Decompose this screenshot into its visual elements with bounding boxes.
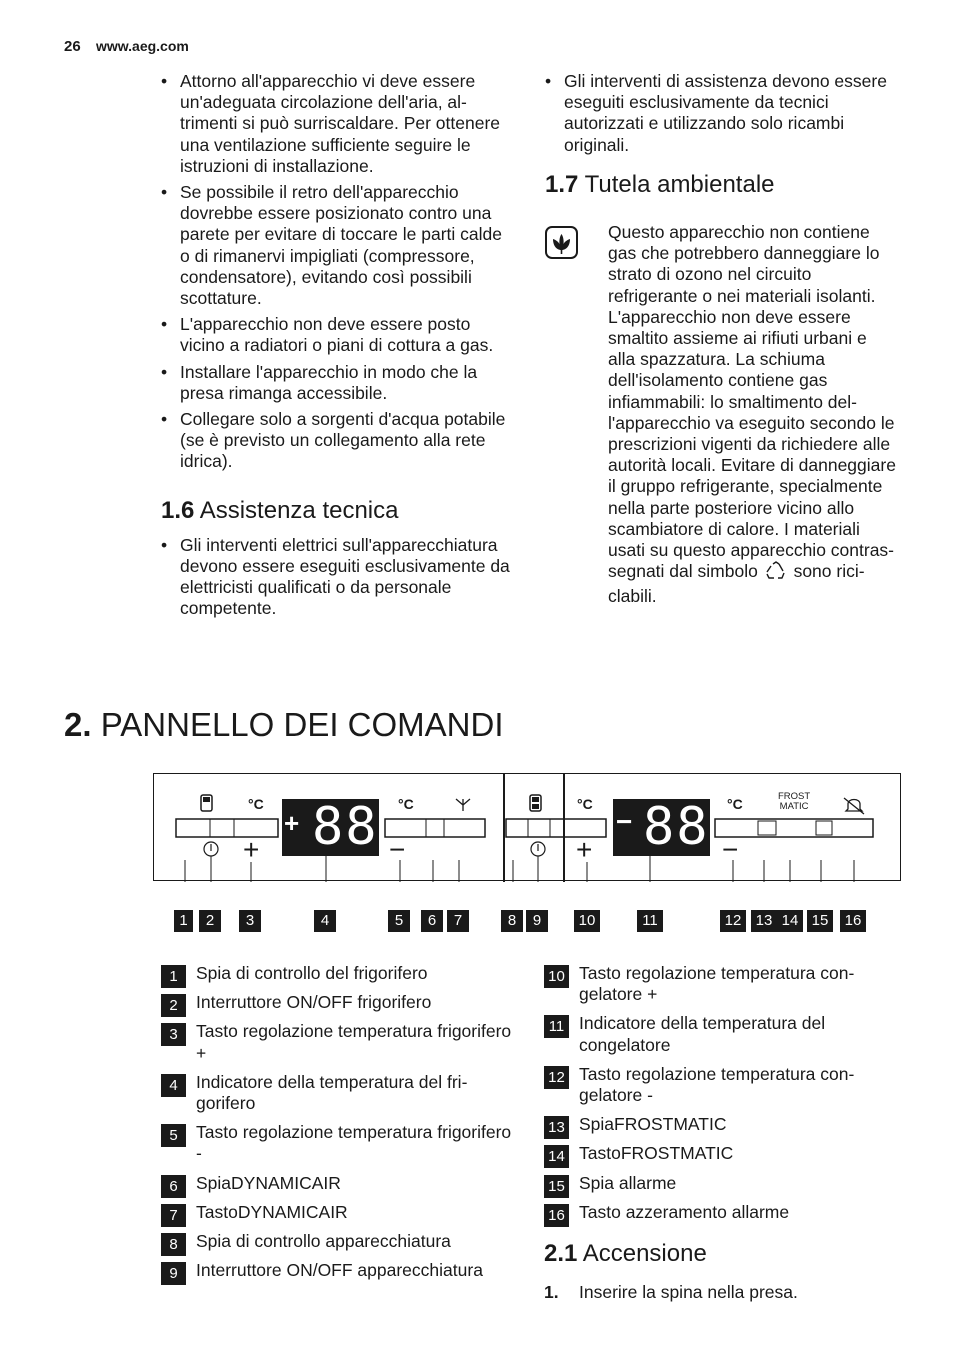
fridge-temperature-display: 88 (312, 797, 379, 857)
fridge-minus-celsius-label: °C (398, 796, 414, 812)
legend-text: Indicatore della temperatura del frigorifero (196, 1071, 468, 1114)
chapter-number: 2. (64, 706, 92, 743)
legend-text: Spia allarme (579, 1172, 677, 1193)
legend-item (161, 1021, 515, 1063)
list-item: • Collegare solo a sorgenti d'acqua potabile (se è previsto un collegamento alla rete idrica). (161, 409, 513, 473)
freezer-temperature-display: 88 (643, 797, 710, 857)
list-item: • Se possibile il retro dell'apparecchio dovrebbe essere posizionato contro una parete per evitare di toccare le parti calde o di rimanervi impigliati (compressore, condensatore), evitando così possibili scottature. (161, 182, 513, 309)
legend-number: 2 (161, 994, 186, 1017)
legend-number: 16 (544, 1204, 569, 1227)
legend-text: Interruttore ON/OFF apparecchiatura (196, 1260, 483, 1281)
freezer-minus-button: − (722, 834, 739, 865)
section-heading-2-1 (544, 1240, 707, 1268)
legend-number: 11 (544, 1015, 569, 1038)
callout-label: 4 (314, 910, 336, 932)
chapter-title (64, 706, 504, 744)
legend-text: SpiaFROSTMATIC (579, 1114, 727, 1135)
legend-text: SpiaDYNAMICAIR (196, 1172, 341, 1193)
legend-item (161, 992, 515, 1013)
callout-label: 5 (388, 910, 410, 932)
callout-label: 12 (720, 910, 746, 932)
freezer-minus-celsius-label: °C (727, 796, 743, 812)
callout-label: 16 (840, 910, 866, 932)
site-url: www.aeg.com (96, 38, 189, 54)
callout-label: 10 (574, 910, 600, 932)
legend-item (544, 1064, 898, 1106)
right-column (545, 71, 897, 198)
section-title: Assistenza tecnica (199, 496, 399, 524)
legend-number: 3 (161, 1023, 186, 1046)
list-item: • Attorno all'apparecchio vi deve essere un'adeguata circolazione dell'aria, altrimenti si può surriscaldare. Per ottenere una ventilazione sufficiente seguire le istruzioni di installazione. (161, 71, 513, 177)
callout-label: 8 (501, 910, 523, 932)
legend-text: Tasto regolazione temperatura frigorifero + (196, 1021, 512, 1063)
legend-item (544, 1202, 898, 1223)
legend-text: Interruttore ON/OFF frigorifero (196, 992, 432, 1013)
list-item: • Installare l'apparecchio in modo che la presa rimanga accessibile. (161, 362, 513, 404)
legend-item (544, 1013, 898, 1055)
legend-text: Tasto regolazione temperatura congelatore + (579, 963, 855, 1005)
callout-label: 1 (174, 910, 193, 932)
section-number: 1.6 (161, 496, 195, 524)
legend-number: 7 (161, 1204, 186, 1227)
frostmatic-label (778, 792, 810, 812)
freezer-celsius-label: °C (577, 796, 593, 812)
legend-item (544, 1143, 898, 1164)
list-item: • Gli interventi di assistenza devono essere eseguiti esclusivamente da tecnici autorizzati e utilizzando solo ricambi originali. (545, 71, 897, 156)
legend-number: 5 (161, 1124, 186, 1147)
page-number: 26 (64, 38, 81, 55)
list-item: • L'apparecchio non deve essere posto vicino a radiatori o piani di cottura a gas. (161, 314, 513, 356)
legend-number: 14 (544, 1145, 569, 1168)
legend-item (161, 1072, 515, 1114)
frostmatic-line2: MATIC (779, 801, 809, 812)
callout-label: 11 (637, 910, 663, 932)
legend-text: Tasto regolazione temperatura frigorifero - (196, 1122, 512, 1164)
callout-label: 2 (199, 910, 221, 932)
legend-item (161, 1122, 515, 1164)
legend-number: 12 (544, 1066, 569, 1089)
legend-text: Spia di controllo del frigorifero (196, 963, 428, 983)
freezer-minus-sign: − (616, 806, 633, 837)
legend-text: Indicatore della temperatura del congelatore (579, 1013, 826, 1055)
right-bullet-list (545, 71, 897, 156)
legend-text: TastoDYNAMICAIR (196, 1201, 348, 1222)
callout-label: 13 (751, 910, 777, 932)
callout-label: 9 (526, 910, 548, 932)
legend-number: 13 (544, 1116, 569, 1139)
fridge-plus-button: + (243, 834, 260, 865)
section-heading-1-6 (161, 496, 513, 524)
section-heading-1-7 (545, 170, 897, 198)
legend-item (161, 1260, 515, 1281)
legend-text: Tasto regolazione temperatura congelatore - (579, 1063, 855, 1106)
legend-item (161, 963, 515, 984)
step-text: Inserire la spina nella presa. (579, 1282, 798, 1302)
fridge-celsius-label: °C (248, 796, 264, 812)
chapter-title-text: PANNELLO DEI COMANDI (100, 706, 504, 743)
section-number: 2.1 (544, 1240, 578, 1267)
frostmatic-line1: FROST (778, 791, 811, 802)
control-panel-diagram (153, 773, 901, 881)
legend-item (161, 1173, 515, 1194)
left-bullet-list (161, 71, 513, 473)
environment-paragraph-end: sono riciclabili. (608, 561, 865, 607)
step-number: 1. (544, 1282, 559, 1302)
legend-number: 8 (161, 1233, 186, 1256)
legend-text: Spia di controllo apparecchiatura (196, 1231, 451, 1252)
freezer-plus-button: + (576, 834, 593, 865)
legend-item (161, 1202, 515, 1223)
legend-right (544, 963, 898, 1231)
section-number: 1.7 (545, 170, 579, 198)
environment-text (608, 222, 898, 608)
legend-number: 10 (544, 965, 569, 988)
fridge-minus-button: − (389, 834, 406, 865)
fridge-plus-sign: + (284, 808, 300, 838)
legend-number: 6 (161, 1175, 186, 1198)
legend-text: Tasto azzeramento allarme (579, 1201, 790, 1222)
callout-label: 7 (447, 910, 469, 932)
environment-paragraph: Questo apparecchio non contiene gas che potrebbero danneggiare lo strato di ozono nel circuito refrigerante o nei materiali isolanti. L'apparecchio non deve essere smaltito assieme ai rifiuti urbani e alla spazzatura. La schiuma dell'isolamento contiene gas infiammabili: lo smaltimento dell'apparecchio va eseguito secondo le prescrizioni vigenti da richiedere alle autorità locali. Evitare di danneggiare il gruppo refrigerante, specialmente nella parte posteriore vicino allo scambiatore di calore. I materiali usati su questo apparecchio contrassegnati dal simbolo (608, 222, 896, 582)
legend-number: 9 (161, 1262, 186, 1285)
legend-number: 4 (161, 1074, 186, 1097)
legend-item (544, 963, 898, 1005)
legend-item (161, 1231, 515, 1252)
section-title: Tutela ambientale (584, 170, 775, 198)
callout-label: 3 (239, 910, 261, 932)
callout-label: 14 (777, 910, 803, 932)
legend-item (544, 1114, 898, 1135)
legend-number: 1 (161, 965, 186, 988)
recycle-icon (765, 561, 787, 586)
environment-icon (545, 226, 578, 259)
legend-left (161, 963, 515, 1289)
assistance-bullet-list (161, 535, 513, 620)
callout-label: 6 (421, 910, 443, 932)
legend-number: 15 (544, 1175, 569, 1198)
callout-label: 15 (807, 910, 833, 932)
left-column (161, 71, 513, 625)
list-item: • Gli interventi elettrici sull'apparecchiatura devono essere eseguiti esclusivamente da elettricisti qualificati o da personale competente. (161, 535, 513, 620)
legend-text: TastoFROSTMATIC (579, 1143, 734, 1164)
legend-item (544, 1173, 898, 1194)
section-title: Accensione (582, 1240, 707, 1267)
